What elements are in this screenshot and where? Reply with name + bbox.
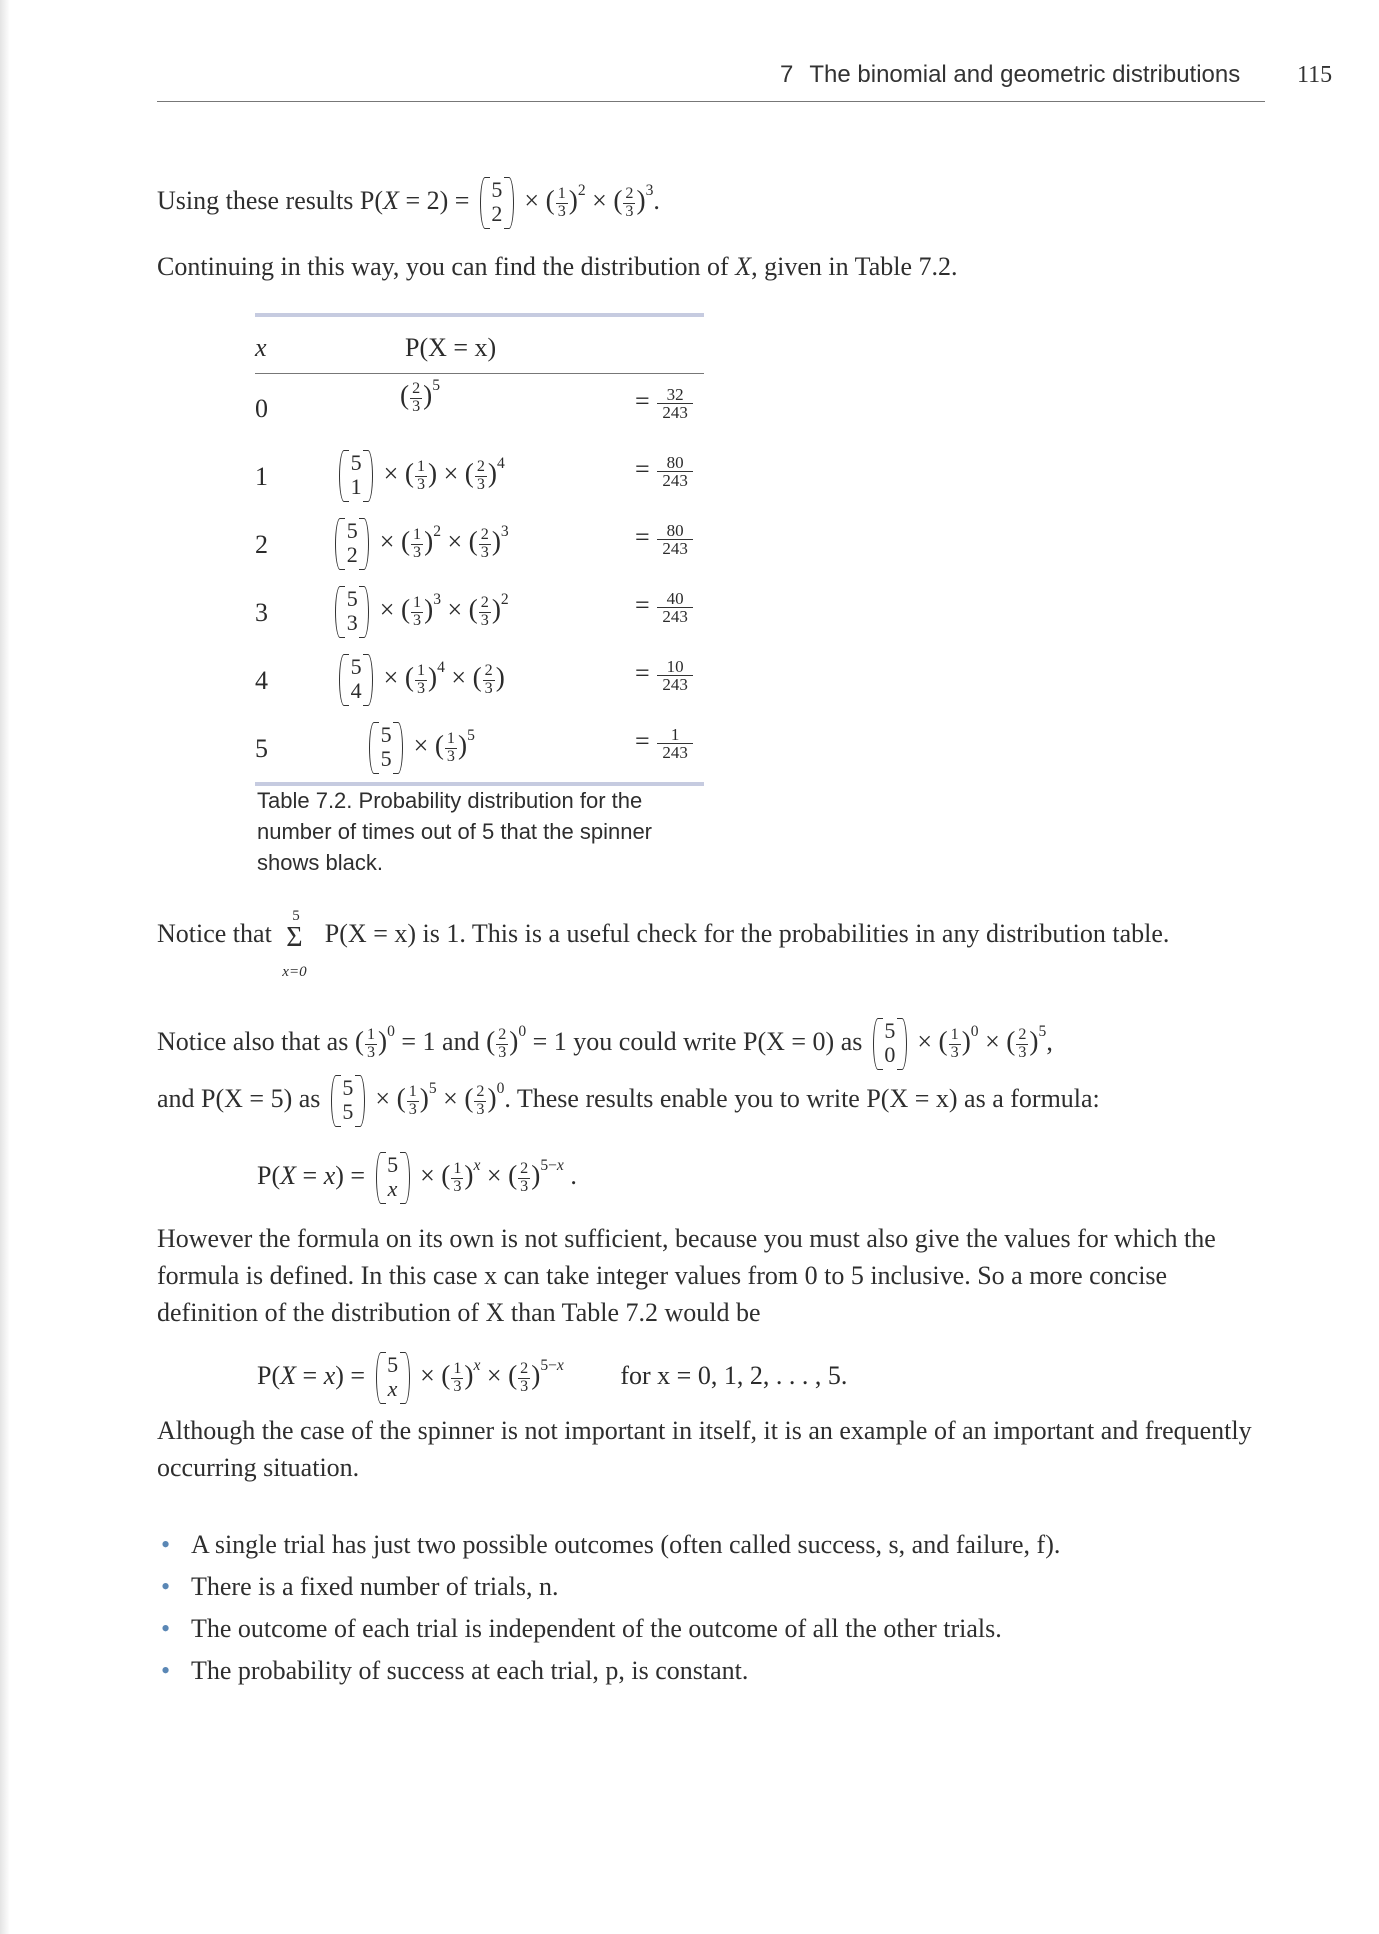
row-expression: 5 4 × ( $\frac{1}{3}$ )$^4$ × ( $\frac{2}{3}$ ) bbox=[255, 652, 585, 708]
row-result: = $\frac{80}{243}$ bbox=[635, 522, 694, 557]
running-head bbox=[780, 61, 1240, 89]
list-item: • The probability of success at each trial, p, is constant. bbox=[157, 1650, 1257, 1692]
page-edge-shadow bbox=[0, 0, 10, 1934]
page-number: 115 bbox=[1297, 62, 1333, 88]
continuing-paragraph: Continuing in this way, you can find the distribution of X, given in Table 7.2. bbox=[157, 252, 958, 281]
intro-paragraph: Using these results P(X = 2) = 5 2 × ( $\frac{1}{3}$ )$^2$ × ( $\frac{2}{3}$ )$^3$. bbox=[157, 175, 1267, 231]
binomial-coefficient: 5 2 bbox=[480, 175, 514, 231]
notice-also-paragraph: Notice also that as ( $\frac{1}{3}$ )$^0$ = 1 and ( $\frac{2}{3}$ )$^0$ = 1 you could write P(X = 0) as 5 0 × ( $\frac{1}{3}$ )$^0$ × ( $\frac{2}{3}$ )$^5$, and P(X = 5) as 5 5 × ( $\frac{1}{3}$ )$^5$ × ( $\frac{2}{3}$ )$^0$. These results enable you to write P(X = x) as a formula: bbox=[157, 1015, 1267, 1129]
row-result: = $\frac{1}{243}$ bbox=[635, 726, 694, 761]
row-result: = $\frac{80}{243}$ bbox=[635, 454, 694, 489]
table-row: 4 5 4 × ( $\frac{1}{3}$ )$^4$ × ( $\frac{2}{3}$ ) = $\frac{10}{243}$ bbox=[255, 646, 704, 714]
formula-domain: for x = 0, 1, 2, . . . , 5. bbox=[620, 1360, 848, 1390]
notice-sum-paragraph: Notice that 5 Σ x=0 P(X = x) is 1. This is a useful check for the probabilities in any distribution table. bbox=[157, 908, 1170, 981]
although-paragraph: Although the case of the spinner is not important in itself, it is an example of an important and frequently occurring situation. bbox=[157, 1416, 1252, 1482]
list-item: • The outcome of each trial is independent of the outcome of all the other trials. bbox=[157, 1608, 1257, 1650]
conditions-list bbox=[157, 1524, 1257, 1692]
binomial-formula: P(X = x) = 5 x × ( $\frac{1}{3}$ )$^x$ × ( $\frac{2}{3}$ )$^{5-x}$ . bbox=[257, 1150, 577, 1206]
binomial-formula-with-domain: P(X = x) = 5 x × ( $\frac{1}{3}$ )$^x$ × ( $\frac{2}{3}$ )$^{5-x}$ for x = 0, 1, 2, . . . , 5. bbox=[257, 1350, 847, 1406]
row-expression: ( $\frac{2}{3}$ )$^5$ bbox=[399, 376, 441, 415]
probability-table bbox=[255, 313, 704, 786]
row-expression: 5 3 × ( $\frac{1}{3}$ )$^3$ × ( $\frac{2}{3}$ )$^2$ bbox=[255, 584, 585, 640]
row-result: = $\frac{32}{243}$ bbox=[635, 386, 694, 421]
summation-symbol: 5 Σ x=0 bbox=[282, 908, 307, 981]
list-item: • There is a fixed number of trials, n. bbox=[157, 1566, 1257, 1608]
chapter-title: The binomial and geometric distributions bbox=[809, 61, 1241, 88]
column-header-x: x bbox=[255, 333, 267, 362]
column-header-probability: P(X = x) bbox=[405, 333, 497, 362]
bullet-icon: • bbox=[161, 1572, 171, 1601]
table-caption: Table 7.2. Probability distribution for the number of times out of 5 that the spinner shows black. bbox=[257, 788, 653, 875]
table-row: 1 5 1 × ( $\frac{1}{3}$ ) × ( $\frac{2}{3}$ )$^4$ = $\frac{80}{243}$ bbox=[255, 442, 704, 510]
table-row: 3 5 3 × ( $\frac{1}{3}$ )$^3$ × ( $\frac{2}{3}$ )$^2$ = $\frac{40}{243}$ bbox=[255, 578, 704, 646]
row-result: = $\frac{40}{243}$ bbox=[635, 590, 694, 625]
row-expression: 5 5 × ( $\frac{1}{3}$ )$^5$ bbox=[255, 720, 585, 776]
chapter-number: 7 bbox=[780, 61, 794, 88]
bullet-icon: • bbox=[161, 1656, 171, 1685]
table-header bbox=[255, 317, 704, 373]
list-item: • A single trial has just two possible outcomes (often called success, s, and failure, f). bbox=[157, 1524, 1257, 1566]
however-paragraph: However the formula on its own is not sufficient, because you must also give the values for which the formula is defined. In this case x can take integer values from 0 to 5 inclusive. So a more concise definition of the distribution of X than Table 7.2 would be bbox=[157, 1224, 1216, 1327]
row-result: = $\frac{10}{243}$ bbox=[635, 658, 694, 693]
table-row: 5 5 5 × ( $\frac{1}{3}$ )$^5$ = $\frac{1}{243}$ bbox=[255, 714, 704, 782]
table-row: 0 ( $\frac{2}{3}$ )$^5$ = $\frac{32}{243}$ bbox=[255, 374, 704, 442]
bullet-icon: • bbox=[161, 1614, 171, 1643]
table-row: 2 5 2 × ( $\frac{1}{3}$ )$^2$ × ( $\frac{2}{3}$ )$^3$ = $\frac{80}{243}$ bbox=[255, 510, 704, 578]
header-rule bbox=[157, 101, 1265, 102]
bullet-icon: • bbox=[161, 1530, 171, 1559]
row-expression: 5 2 × ( $\frac{1}{3}$ )$^2$ × ( $\frac{2}{3}$ )$^3$ bbox=[255, 516, 585, 572]
row-expression: 5 1 × ( $\frac{1}{3}$ ) × ( $\frac{2}{3}$ )$^4$ bbox=[255, 448, 585, 504]
